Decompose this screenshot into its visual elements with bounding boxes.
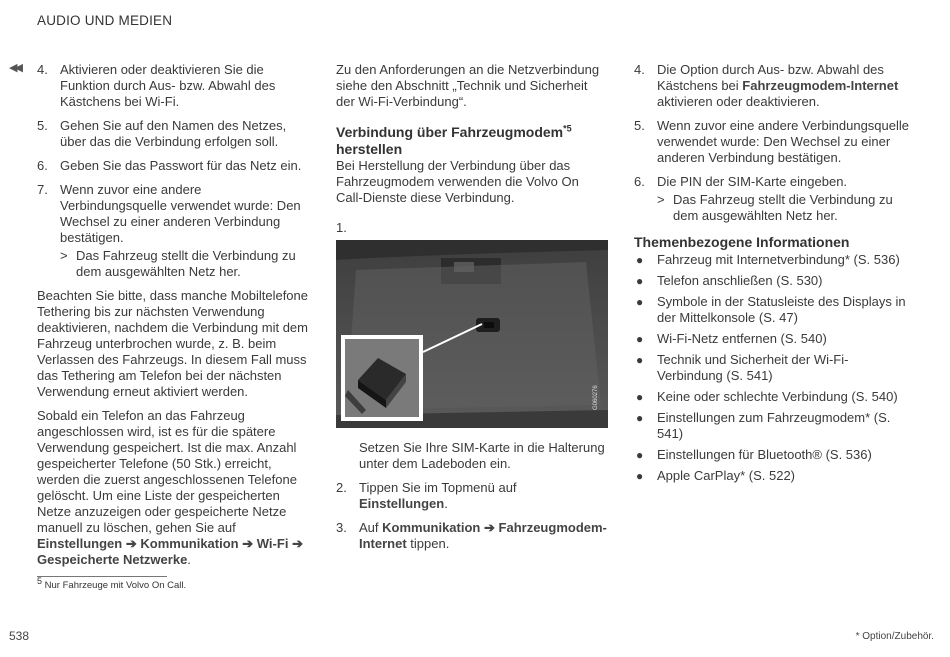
- figure-code: G060276: [593, 385, 599, 410]
- step-2: 2. Tippen Sie im Topmenü auf Einstellungen.: [336, 480, 517, 511]
- nav-wifi: Wi-Fi: [256, 536, 289, 551]
- related-link[interactable]: ● Symbole in der Statusleiste des Displays in der Mittelkonsole (S. 47): [636, 294, 906, 325]
- step-7-result: > Das Fahrzeug stellt die Verbindung zu dem ausgewählten Netz her.: [60, 248, 296, 279]
- nav-kommunikation: Kommunikation: [140, 536, 239, 551]
- nav-arrow-icon: ➔: [125, 536, 137, 551]
- nav-gespeicherte-netzwerke: Gespeicherte Netzwerke: [37, 552, 188, 567]
- section-heading: Verbindung über Fahrzeugmodem$^{*5}$ herstellen: [336, 123, 572, 157]
- step-5-modem: 5. Wenn zuvor eine andere Verbindungsquelle verwendet wurde: Den Wechsel zu einer anderen Verbindung bestätigen.: [634, 118, 909, 165]
- nav-arrow-icon: ➔: [484, 520, 495, 535]
- step-6-result: > Das Fahrzeug stellt die Verbindung zu dem ausgewählten Netz her.: [657, 192, 893, 223]
- step-5: 5. Gehen Sie auf den Namen des Netzes, über das die Verbindung erfolgen soll.: [37, 118, 287, 149]
- footnote: $^5$ Nur Fahrzeuge mit Volvo On Call.: [37, 575, 187, 591]
- requirements-note: Zu den Anforderungen an die Netzverbindung siehe den Abschnitt „Technik und Sicherheit der Wi-Fi-Verbindung“.: [336, 62, 600, 109]
- related-link[interactable]: ● Einstellungen für Bluetooth® (S. 536): [636, 447, 872, 462]
- related-list: [634, 252, 912, 484]
- nav-einstellungen: Einstellungen: [37, 536, 123, 551]
- saved-phones-note: Sobald ein Telefon an das Fahrzeug angeschlossen wird, ist es für die spätere Verwendung gespeichert. Ist die max. Anzahl gespeicherter Telefone (50 Stk.) erreicht, werden die zuerst angeschlossenen Telefone gelöscht. Um eine Liste der gespeicherten Netze anzuzeigen oder gespeicherte Netze manuell zu löschen, gehen Sie auf Einstellungen ➔ Kommunikation ➔ Wi-Fi ➔ Gespeicherte Netzwerke.: [37, 408, 303, 567]
- step-6-modem: 6. Die PIN der SIM-Karte eingeben.: [634, 174, 848, 189]
- related-link[interactable]: ● Einstellungen zum Fahrzeugmodem* (S. 541): [636, 410, 891, 441]
- related-link[interactable]: ● Apple CarPlay* (S. 522): [636, 468, 796, 483]
- tethering-note: Beachten Sie bitte, dass manche Mobiltelefone Tethering bis zur nächsten Verwendung deaktivieren, nachdem die Verbindung mit dem Fahrzeug unterbrochen wurde, z. B. beim Verlassen des Fahrzeugs. In diesem Fall muss das Tethering am Telefon bei der nächsten Verwendung erneut aktiviert werden.: [37, 288, 309, 399]
- step-3: 3. Auf Kommunikation ➔ Fahrzeugmodem-Internet tippen.: [336, 520, 607, 551]
- figure-caption: Setzen Sie Ihre SIM-Karte in die Halterung unter dem Ladeboden ein.: [359, 440, 605, 471]
- step-4: 4. Aktivieren oder deaktivieren Sie die Funktion durch Aus- bzw. Abwahl des Kästchens bei Wi-Fi.: [37, 62, 276, 109]
- related-link[interactable]: ● Keine oder schlechte Verbindung (S. 540): [636, 389, 898, 404]
- nav-arrow-icon: ➔: [242, 536, 254, 551]
- related-link[interactable]: ● Wi-Fi-Netz entfernen (S. 540): [636, 331, 827, 346]
- trunk-floor-image: [336, 240, 608, 428]
- page-number: 538: [9, 629, 30, 643]
- column-right: [634, 62, 912, 489]
- step-7: 7. Wenn zuvor eine andere Verbindungsquelle verwendet wurde: Den Wechsel zu einer anderen Verbindung bestätigen.: [37, 182, 301, 245]
- related-link[interactable]: ● Telefon anschließen (S. 530): [636, 273, 823, 288]
- column-left: [37, 62, 309, 576]
- step-1-number: 1.: [336, 220, 347, 235]
- nav-arrow-icon: ➔: [292, 536, 303, 551]
- column-middle: [336, 62, 608, 560]
- modem-intro: Bei Herstellung der Verbindung über das Fahrzeugmodem verwenden die Volvo On Call-Dienste diese Verbindung.: [336, 158, 579, 205]
- sim-holder-illustration: [336, 240, 608, 428]
- page-header: AUDIO UND MEDIEN: [37, 13, 173, 28]
- footnote-divider: [37, 576, 167, 577]
- step-6: 6. Geben Sie das Passwort für das Netz ein.: [37, 158, 302, 173]
- related-heading: Themenbezogene Informationen: [634, 234, 850, 250]
- double-left-arrow-icon[interactable]: ◀◀: [9, 62, 20, 74]
- related-link[interactable]: ● Technik und Sicherheit der Wi-Fi-Verbindung (S. 541): [636, 352, 849, 383]
- option-note: * Option/Zubehör.: [855, 631, 934, 642]
- related-link[interactable]: ● Fahrzeug mit Internetverbindung* (S. 536): [636, 252, 900, 267]
- step-4-modem: 4. Die Option durch Aus- bzw. Abwahl des Kästchens bei Fahrzeugmodem-Internet aktivieren oder deaktivieren.: [634, 62, 899, 109]
